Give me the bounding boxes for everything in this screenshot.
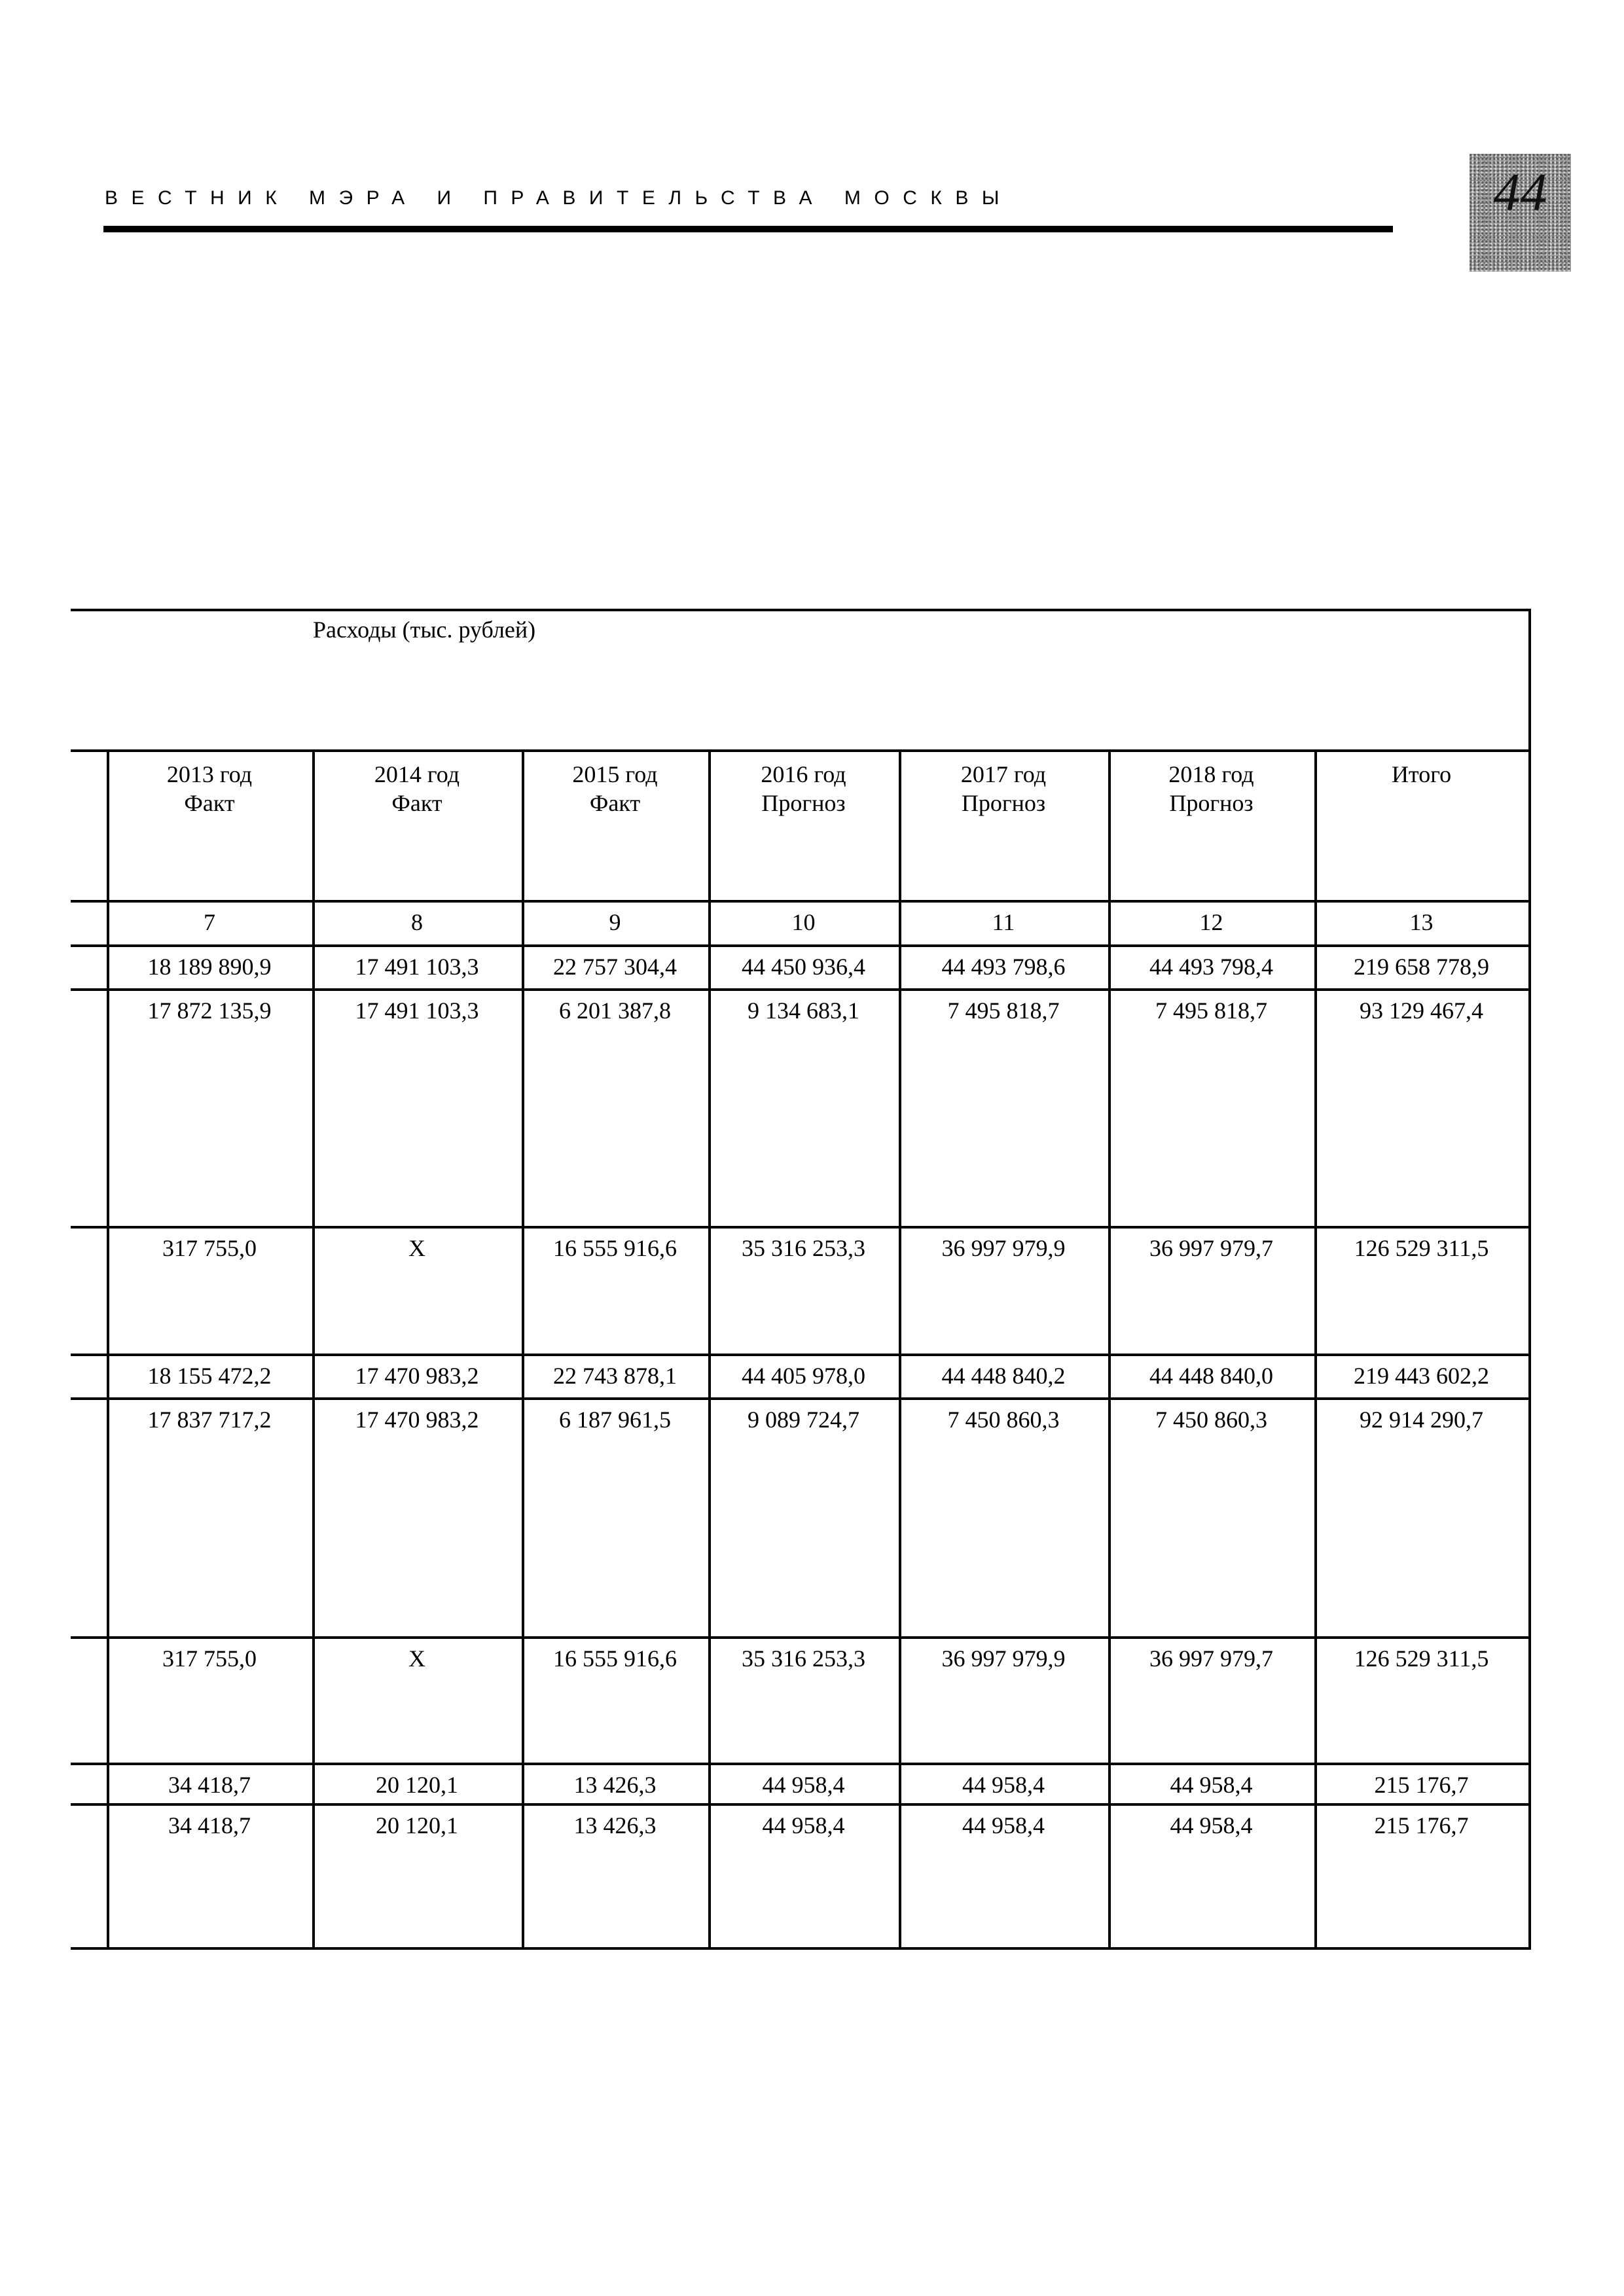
table-cell: 35 316 253,3 xyxy=(742,1235,865,1261)
column-number: 13 xyxy=(1409,909,1434,935)
table-cell: 219 658 778,9 xyxy=(1354,954,1489,980)
header-rule xyxy=(103,226,1393,232)
table-cell: Х xyxy=(408,1645,425,1672)
table-cell: 17 491 103,3 xyxy=(355,954,479,980)
table-cell: 92 914 290,7 xyxy=(1360,1407,1483,1433)
table-cell: 9 089 724,7 xyxy=(748,1407,859,1433)
column-header-year: 2017 год xyxy=(960,761,1047,787)
table-cell: 36 997 979,9 xyxy=(941,1235,1066,1261)
table-cell: 126 529 311,5 xyxy=(1354,1235,1489,1261)
column-header-year: 2016 год xyxy=(761,761,846,787)
table-row-border xyxy=(71,1636,1531,1639)
table-row-border xyxy=(71,1803,1531,1806)
table-cell: 317 755,0 xyxy=(162,1645,257,1672)
page-number: 44 xyxy=(1493,162,1547,222)
table-cell: 34 418,7 xyxy=(168,1772,251,1798)
table-cell: 44 493 798,6 xyxy=(941,954,1066,980)
table-cell: 7 450 860,3 xyxy=(947,1407,1060,1433)
column-header-year: 2014 год xyxy=(374,761,460,787)
table-cell: Х xyxy=(408,1235,425,1261)
table-cell: 36 997 979,7 xyxy=(1149,1645,1273,1672)
table-row-border xyxy=(71,1226,1531,1229)
table-cell: 13 426,3 xyxy=(573,1772,657,1798)
column-number: 8 xyxy=(411,909,423,935)
table-cell: 44 958,4 xyxy=(1170,1772,1253,1798)
table-cell: 7 495 818,7 xyxy=(947,997,1060,1024)
table-cell: 44 958,4 xyxy=(762,1812,845,1839)
table-cell: 7 495 818,7 xyxy=(1155,997,1267,1024)
table-cell: 44 448 840,2 xyxy=(941,1363,1066,1389)
table-cell: 18 155 472,2 xyxy=(147,1363,272,1389)
column-header-status: Факт xyxy=(184,790,235,816)
column-header-year: 2018 год xyxy=(1168,761,1254,787)
table-cell: 9 134 683,1 xyxy=(748,997,859,1024)
table-cell: 7 450 860,3 xyxy=(1155,1407,1267,1433)
column-number: 7 xyxy=(204,909,215,935)
table-cell: 18 189 890,9 xyxy=(147,954,272,980)
table-row-border xyxy=(71,749,1531,752)
column-number: 11 xyxy=(992,909,1015,935)
table-row-border xyxy=(71,1947,1531,1950)
table-cell: 17 491 103,3 xyxy=(355,997,479,1024)
table-cell: 44 448 840,0 xyxy=(1149,1363,1273,1389)
table-row-border xyxy=(71,1397,1531,1400)
table-cell: 215 176,7 xyxy=(1374,1812,1469,1839)
table-cell: 17 470 983,2 xyxy=(355,1407,479,1433)
table-cell: 20 120,1 xyxy=(376,1772,458,1798)
column-number: 12 xyxy=(1199,909,1223,935)
table-cell: 34 418,7 xyxy=(168,1812,251,1839)
table-cell: 44 958,4 xyxy=(1170,1812,1253,1839)
column-header-year: 2015 год xyxy=(572,761,658,787)
table-cell: 22 757 304,4 xyxy=(553,954,677,980)
table-cell: 35 316 253,3 xyxy=(742,1645,865,1672)
table-cell: 36 997 979,7 xyxy=(1149,1235,1273,1261)
table-cell: 317 755,0 xyxy=(162,1235,257,1261)
table-cell: 20 120,1 xyxy=(376,1812,458,1839)
column-number: 9 xyxy=(609,909,621,935)
column-header-status: Прогноз xyxy=(761,790,846,816)
table-row-border xyxy=(71,944,1531,947)
page-number-badge xyxy=(1470,154,1571,272)
table-cell: 44 493 798,4 xyxy=(1149,954,1273,980)
table-cell: 17 872 135,9 xyxy=(147,997,272,1024)
group-header: Расходы (тыс. рублей) xyxy=(313,617,536,643)
table-cell: 93 129 467,4 xyxy=(1360,997,1483,1024)
column-header-status: Факт xyxy=(589,790,641,816)
table-right-border xyxy=(1528,609,1531,1950)
table-cell: 17 837 717,2 xyxy=(147,1407,272,1433)
column-header-status: Прогноз xyxy=(961,790,1046,816)
table-cell: 126 529 311,5 xyxy=(1354,1645,1489,1672)
table-cell: 16 555 916,6 xyxy=(553,1235,677,1261)
table-cell: 44 405 978,0 xyxy=(742,1363,865,1389)
column-number: 10 xyxy=(791,909,816,935)
table-row-border xyxy=(71,1354,1531,1356)
table-cell: 16 555 916,6 xyxy=(553,1645,677,1672)
table-row-border xyxy=(71,1763,1531,1765)
table-cell: 215 176,7 xyxy=(1374,1772,1469,1798)
column-header-status: Факт xyxy=(391,790,442,816)
table-row-border xyxy=(71,988,1531,991)
table-cell: 36 997 979,9 xyxy=(941,1645,1066,1672)
publication-title: ВЕСТНИК МЭРА И ПРАВИТЕЛЬСТВА МОСКВЫ xyxy=(105,187,1013,209)
table-row-border xyxy=(71,900,1531,903)
column-header-year: Итого xyxy=(1391,761,1452,787)
table-cell: 13 426,3 xyxy=(573,1812,657,1839)
table-cell: 17 470 983,2 xyxy=(355,1363,479,1389)
table-cell: 44 450 936,4 xyxy=(742,954,865,980)
table-top-border xyxy=(71,609,1531,611)
table-cell: 219 443 602,2 xyxy=(1354,1363,1489,1389)
table-cell: 44 958,4 xyxy=(762,1772,845,1798)
column-header-status: Прогноз xyxy=(1169,790,1254,816)
table-cell: 6 201 387,8 xyxy=(559,997,671,1024)
table-cell: 44 958,4 xyxy=(962,1812,1045,1839)
table-cell: 44 958,4 xyxy=(962,1772,1045,1798)
column-header-year: 2013 год xyxy=(166,761,253,787)
table-cell: 22 743 878,1 xyxy=(553,1363,677,1389)
table-cell: 6 187 961,5 xyxy=(559,1407,671,1433)
